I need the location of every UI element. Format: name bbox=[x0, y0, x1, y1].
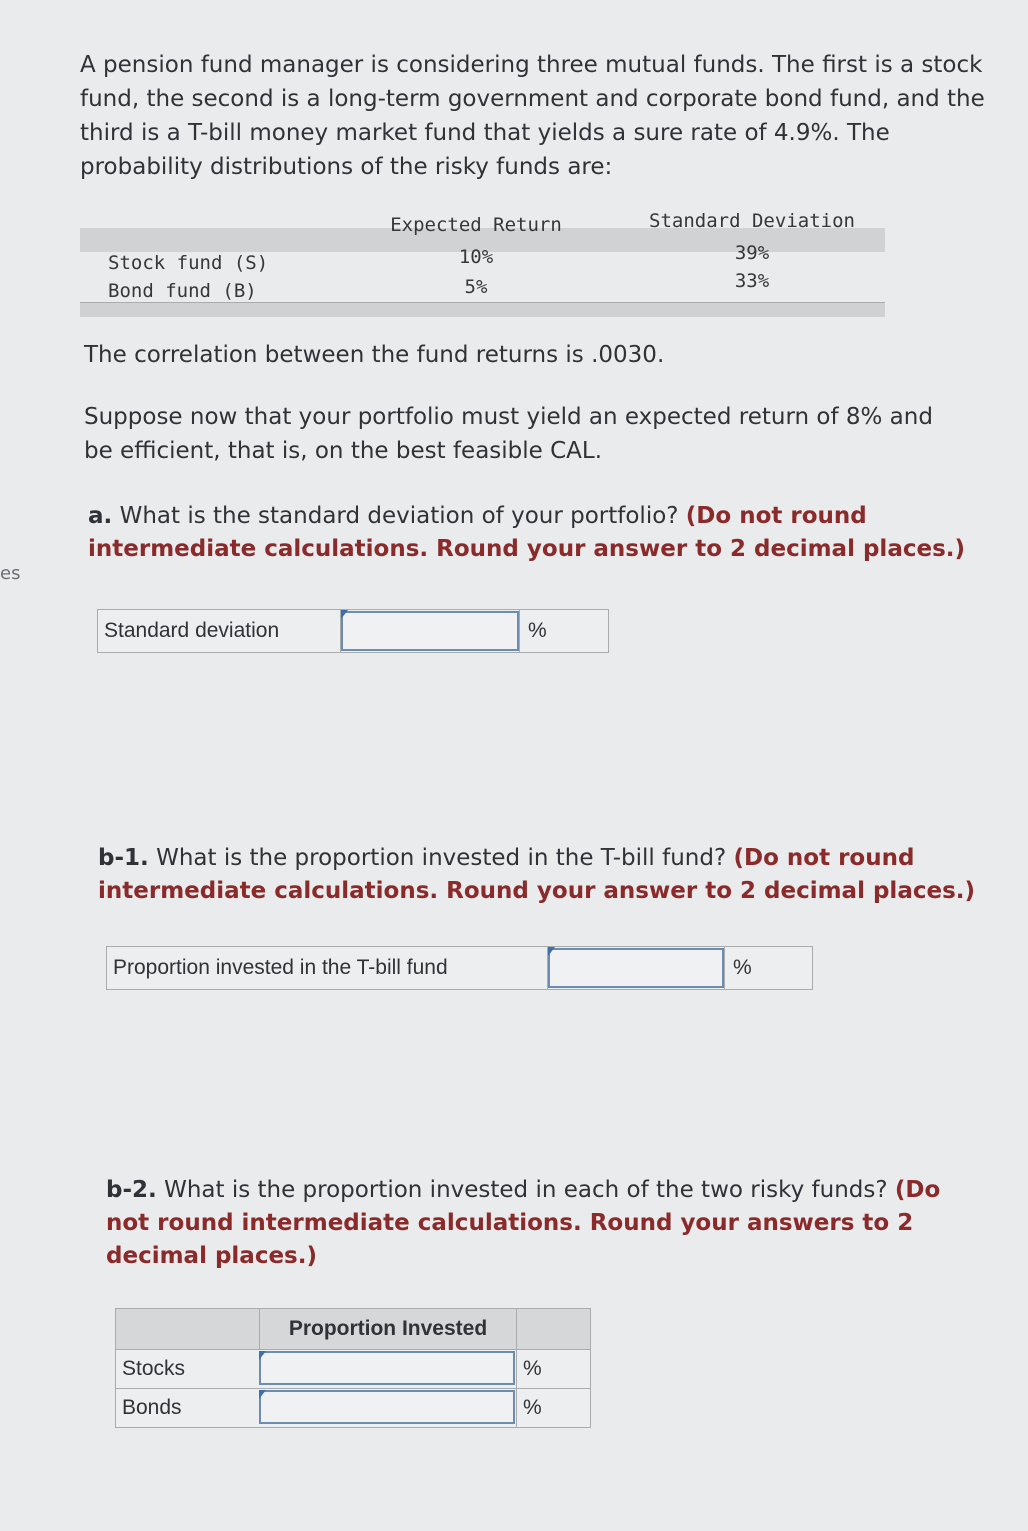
row-stock-standard-deviation: 39% bbox=[734, 242, 770, 264]
standard-deviation-answer-row bbox=[97, 609, 609, 653]
header-expected-return: Expected Return bbox=[390, 214, 562, 236]
tbill-proportion-label: Proportion invested in the T-bill fund bbox=[107, 947, 548, 989]
input-marker-icon bbox=[259, 1351, 266, 1360]
tbill-proportion-input[interactable] bbox=[548, 948, 724, 988]
row-bond-expected-return: 5% bbox=[464, 276, 488, 298]
stocks-unit: % bbox=[516, 1350, 590, 1388]
row-bond-name: Bond fund (B) bbox=[108, 280, 257, 302]
distribution-table bbox=[80, 206, 885, 318]
table-row bbox=[116, 1389, 590, 1427]
question-b1 bbox=[98, 842, 978, 908]
question-b2-label: b-2. bbox=[106, 1177, 157, 1203]
question-a-label: a. bbox=[88, 503, 113, 529]
input-marker-icon bbox=[341, 610, 348, 619]
proportion-invested-header: Proportion Invested bbox=[259, 1309, 517, 1349]
header-standard-deviation: Standard Deviation bbox=[649, 210, 855, 232]
question-b2-instruction: (Do not round intermediate calculations. Round your answers to 2 decimal places.) bbox=[106, 1177, 941, 1269]
row-stock-name: Stock fund (S) bbox=[108, 252, 269, 274]
correlation-text: The correlation between the fund returns is .0030. bbox=[84, 342, 665, 368]
question-a bbox=[88, 500, 968, 566]
question-b1-instruction: (Do not round intermediate calculations. Round your answer to 2 decimal places.) bbox=[98, 845, 976, 904]
margin-text-fragment: es bbox=[0, 563, 21, 584]
question-a-instruction: (Do not round intermediate calculations. Round your answer to 2 decimal places.) bbox=[88, 503, 966, 562]
standard-deviation-unit: % bbox=[519, 610, 608, 652]
stocks-label: Stocks bbox=[122, 1357, 186, 1380]
input-marker-icon bbox=[548, 947, 555, 956]
stocks-proportion-input[interactable] bbox=[259, 1351, 515, 1385]
bonds-proportion-input[interactable] bbox=[259, 1390, 515, 1424]
standard-deviation-input-wrap bbox=[341, 610, 519, 652]
question-b2-text: What is the proportion invested in each of the two risky funds? bbox=[156, 1177, 895, 1203]
standard-deviation-label: Standard deviation bbox=[98, 610, 341, 652]
risky-funds-proportion-table bbox=[115, 1308, 591, 1428]
table-row bbox=[116, 1350, 590, 1389]
problem-intro: A pension fund manager is considering three mutual funds. The first is a stock fund, the second is a long-term government and corporate bond fund, and the third is a T-bill money market fund that yields a sure rate of 4.9%. The probability distributions of the risky funds are: bbox=[80, 52, 985, 180]
bonds-label: Bonds bbox=[122, 1396, 182, 1419]
table-footer-band bbox=[80, 302, 885, 317]
suppose-text: Suppose now that your portfolio must yield an expected return of 8% and be efficient, that is, on the best feasible CAL. bbox=[84, 404, 933, 464]
standard-deviation-input[interactable] bbox=[341, 611, 519, 651]
question-b1-label: b-1. bbox=[98, 845, 149, 871]
bonds-unit: % bbox=[516, 1389, 590, 1427]
row-bond-standard-deviation: 33% bbox=[734, 270, 770, 292]
tbill-proportion-input-wrap bbox=[548, 947, 724, 989]
question-a-text: What is the standard deviation of your portfolio? bbox=[112, 503, 686, 529]
question-b1-text: What is the proportion invested in the T-bill fund? bbox=[148, 845, 734, 871]
question-b2 bbox=[106, 1174, 986, 1273]
tbill-proportion-unit: % bbox=[724, 947, 812, 989]
tbill-proportion-answer-row bbox=[106, 946, 813, 990]
row-stock-expected-return: 10% bbox=[458, 246, 494, 268]
input-marker-icon bbox=[259, 1390, 266, 1399]
